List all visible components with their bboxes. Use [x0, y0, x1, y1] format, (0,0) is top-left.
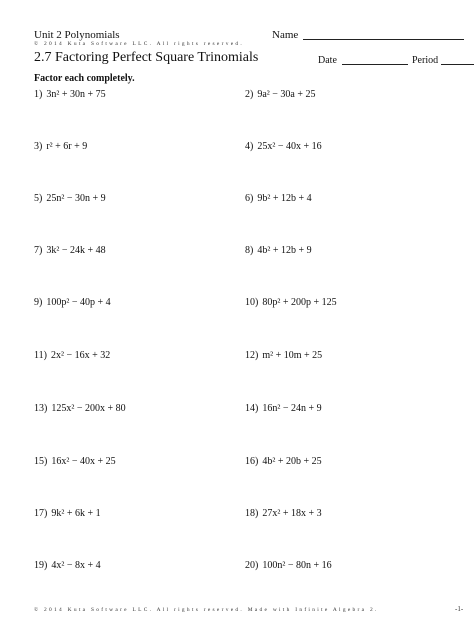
- problem-expression: 16x² − 40x + 25: [51, 456, 116, 467]
- problem-20: [245, 560, 332, 571]
- problem-number: 15): [34, 456, 48, 467]
- name-blank-line[interactable]: [303, 39, 464, 40]
- copyright-top: © 2014 Kuta Software LLC. All rights reserved.: [34, 41, 245, 47]
- problem-expression: 25x² − 40x + 16: [257, 141, 322, 152]
- problem-1: [34, 89, 106, 100]
- unit-label: Unit 2 Polynomials: [34, 29, 120, 41]
- problem-12: [245, 350, 322, 361]
- problem-11: [34, 350, 110, 361]
- problem-expression: m² + 10m + 25: [262, 350, 323, 361]
- problem-number: 18): [245, 508, 259, 519]
- problem-number: 16): [245, 456, 259, 467]
- problem-2: [245, 89, 316, 100]
- problem-number: 2): [245, 89, 254, 100]
- problem-9: [34, 297, 111, 308]
- problem-number: 8): [245, 245, 254, 256]
- problem-number: 13): [34, 403, 48, 414]
- problem-10: [245, 297, 337, 308]
- problem-expression: 9a² − 30a + 25: [257, 89, 316, 100]
- problem-number: 7): [34, 245, 43, 256]
- problem-number: 4): [245, 141, 254, 152]
- problem-number: 12): [245, 350, 259, 361]
- problem-number: 3): [34, 141, 43, 152]
- worksheet-title: 2.7 Factoring Perfect Square Trinomials: [34, 50, 259, 65]
- problem-number: 5): [34, 193, 43, 204]
- problem-17: [34, 508, 101, 519]
- copyright-footer: © 2014 Kuta Software LLC. All rights reserved. Made with Infinite Algebra 2.: [34, 607, 379, 613]
- problem-number: 19): [34, 560, 48, 571]
- problem-expression: 3k² − 24k + 48: [46, 245, 106, 256]
- problem-expression: 27x² + 18x + 3: [262, 508, 322, 519]
- problem-number: 1): [34, 89, 43, 100]
- problem-number: 9): [34, 297, 43, 308]
- problem-expression: 9k² + 6k + 1: [51, 508, 101, 519]
- problem-expression: r² + 6r + 9: [46, 141, 88, 152]
- problem-expression: 25n² − 30n + 9: [46, 193, 106, 204]
- problem-14: [245, 403, 322, 414]
- problem-expression: 100n² − 80n + 16: [262, 560, 332, 571]
- instructions: Factor each completely.: [34, 73, 135, 84]
- problem-15: [34, 456, 116, 467]
- problem-expression: 80p² + 200p + 125: [262, 297, 337, 308]
- problem-expression: 4b² + 20b + 25: [262, 456, 322, 467]
- date-blank-line[interactable]: [342, 64, 408, 65]
- problem-16: [245, 456, 322, 467]
- problem-8: [245, 245, 312, 256]
- problem-expression: 16n² − 24n + 9: [262, 403, 322, 414]
- problem-number: 11): [34, 350, 47, 361]
- problem-6: [245, 193, 312, 204]
- problem-number: 20): [245, 560, 259, 571]
- problem-13: [34, 403, 126, 414]
- period-label: Period: [412, 55, 439, 66]
- date-label: Date: [318, 55, 337, 66]
- problem-19: [34, 560, 101, 571]
- problem-number: 14): [245, 403, 259, 414]
- name-label: Name: [272, 29, 299, 41]
- period-blank-line[interactable]: [441, 64, 474, 65]
- problem-expression: 4b² + 12b + 9: [257, 245, 312, 256]
- problem-expression: 2x² − 16x + 32: [50, 350, 111, 361]
- problem-number: 10): [245, 297, 259, 308]
- problem-4: [245, 141, 322, 152]
- problem-expression: 4x² − 8x + 4: [51, 560, 101, 571]
- problem-expression: 9b² + 12b + 4: [257, 193, 312, 204]
- problem-18: [245, 508, 322, 519]
- page-number: -1-: [455, 605, 464, 613]
- problem-number: 17): [34, 508, 48, 519]
- problem-5: [34, 193, 106, 204]
- problem-3: [34, 141, 87, 152]
- problem-expression: 100p² − 40p + 4: [46, 297, 111, 308]
- problem-expression: 125x² − 200x + 80: [51, 403, 126, 414]
- problem-number: 6): [245, 193, 254, 204]
- problem-7: [34, 245, 106, 256]
- problem-expression: 3n² + 30n + 75: [46, 89, 106, 100]
